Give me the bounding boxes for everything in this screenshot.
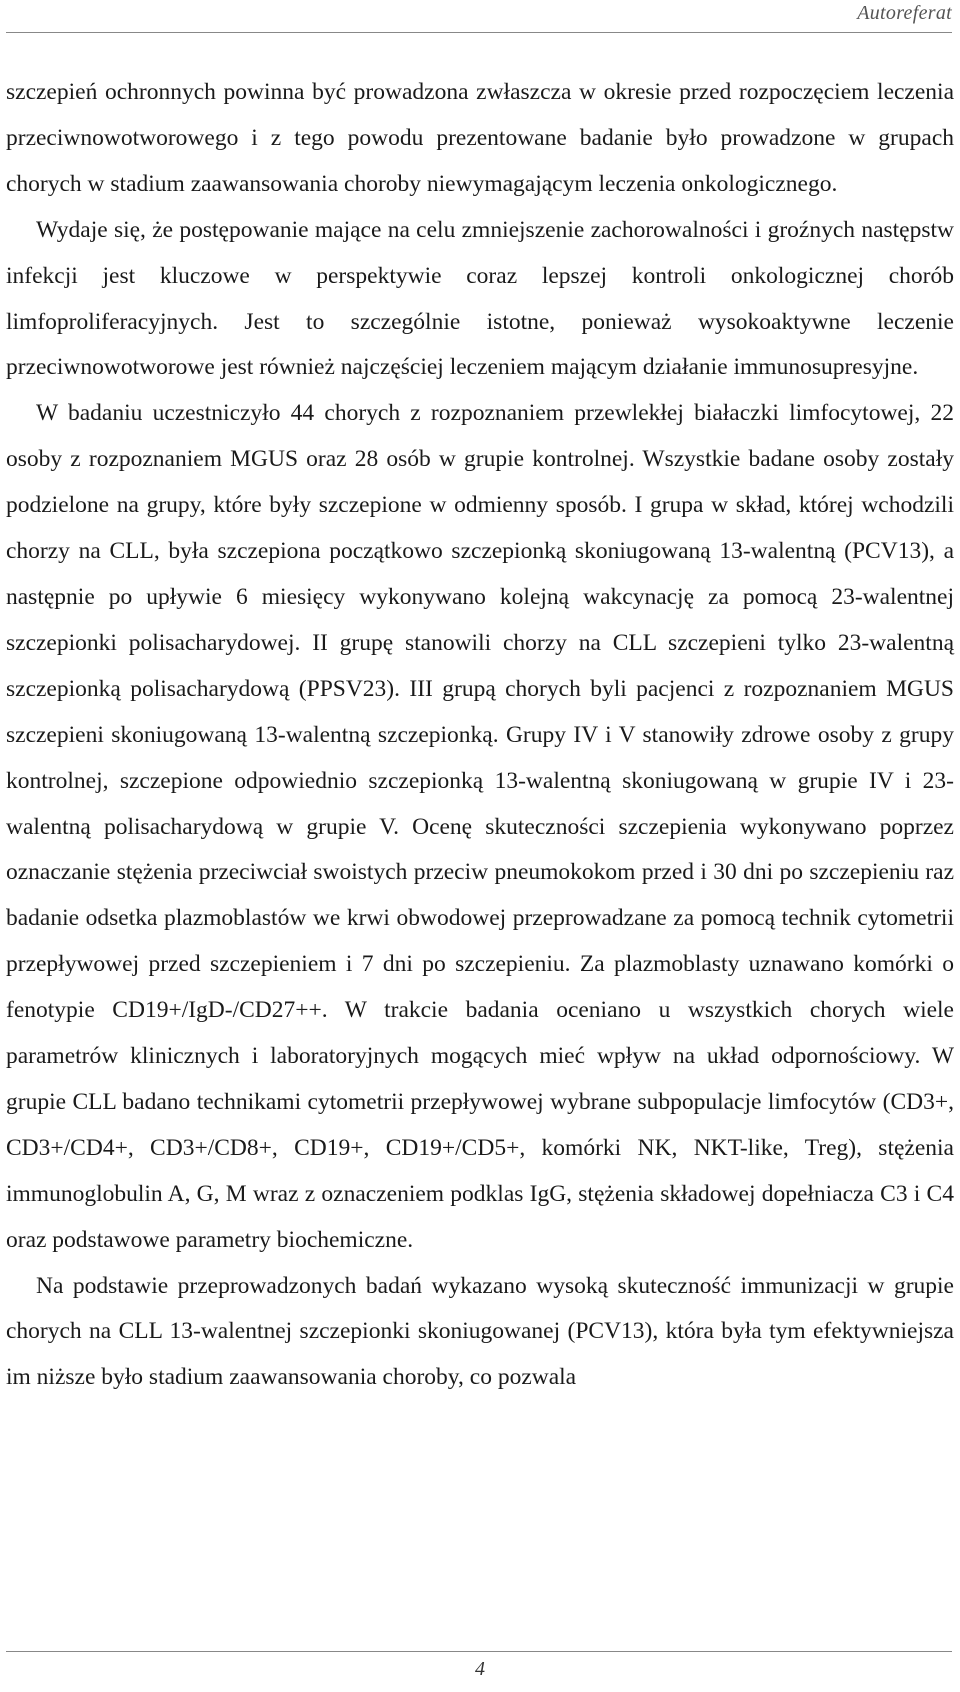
paragraph-continued: szczepień ochronnych powinna być prowadzona zwłaszcza w okresie przed rozpoczęciem leczenia przeciwnowotworowego i z tego powodu prezentowane badanie było prowadzone w grupach chorych w stadium zaawansowania choroby niewymagającym leczenia onkologicznego. — [6, 79, 954, 197]
paragraph-importance: Wydaje się, że postępowanie mające na celu zmniejszenie zachorowalności i groźnych następstw infekcji jest kluczowe w perspektywie coraz lepszej kontroli onkologicznej chorób limfoproliferacyjnych. Jest to szczególnie istotne, ponieważ wysokoaktywne leczenie przeciwnowotworowe jest również najczęściej leczeniem mającym działanie immunosupresyjne. — [6, 216, 954, 381]
document-body — [6, 70, 954, 1401]
running-header — [0, 0, 960, 34]
header-title: Autoreferat — [857, 2, 952, 24]
paragraph-results: Na podstawie przeprowadzonych badań wykazano wysoką skuteczność immunizacji w grupie chorych na CLL 13-walentnej szczepionki skoniugowanej (PCV13), która była tym efektywniejsza im niższe było stadium zaawansowania choroby, co pozwala — [6, 1272, 954, 1391]
page-number: 4 — [475, 1658, 485, 1680]
header-divider — [6, 32, 952, 33]
paragraph-study-design: W badaniu uczestniczyło 44 chorych z rozpoznaniem przewlekłej białaczki limfocytowej, 22 osoby z rozpoznaniem MGUS oraz 28 osób w grupie kontrolnej. Wszystkie badane osoby zostały podzielone na grupy, które były szczepione w odmienny sposób. I grupa w skład, której wchodzili chorzy na CLL, była szczepiona początkowo szczepionką skoniugowaną 13-walentną (PCV13), a następnie po upływie 6 miesięcy wykonywano kolejną wakcynację za pomocą 23-walentnej szczepionki polisacharydowej. II grupę stanowili chorzy na CLL szczepieni tylko 23-walentną szczepionką polisacharydową (PPSV23). III grupą chorych byli pacjenci z rozpoznaniem MGUS szczepieni skoniugowaną 13-walentną szczepionką. Grupy IV i V stanowiły zdrowe osoby z grupy kontrolnej, szczepione odpowiednio szczepionką 13-walentną skoniugowaną w grupie IV i 23-walentną polisacharydową w grupie V. Ocenę skuteczności szczepienia wykonywano poprzez oznaczanie stężenia przeciwciał swoistych przeciw pneumokokom przed i 30 dni po szczepieniu raz badanie odsetka plazmoblastów we krwi obwodowej przeprowadzane za pomocą technik cytometrii przepływowej przed szczepieniem i 7 dni po szczepieniu. Za plazmoblasty uznawano komórki o fenotypie CD19+/IgD-/CD27++. W trakcie badania oceniano u wszystkich chorych wiele parametrów klinicznych i laboratoryjnych mogących mieć wpływ na układ odpornościowy. W grupie CLL badano technikami cytometrii przepływowej wybrane subpopulacje limfocytów (CD3+, CD3+/CD4+, CD3+/CD8+, CD19+, CD19+/CD5+, komórki NK, NKT-like, Treg), stężenia immunoglobulin A, G, M wraz z oznaczeniem podklas IgG, stężenia składowej dopełniacza C3 i C4 oraz podstawowe parametry biochemiczne. — [6, 400, 954, 1253]
footer-divider — [6, 1651, 952, 1652]
